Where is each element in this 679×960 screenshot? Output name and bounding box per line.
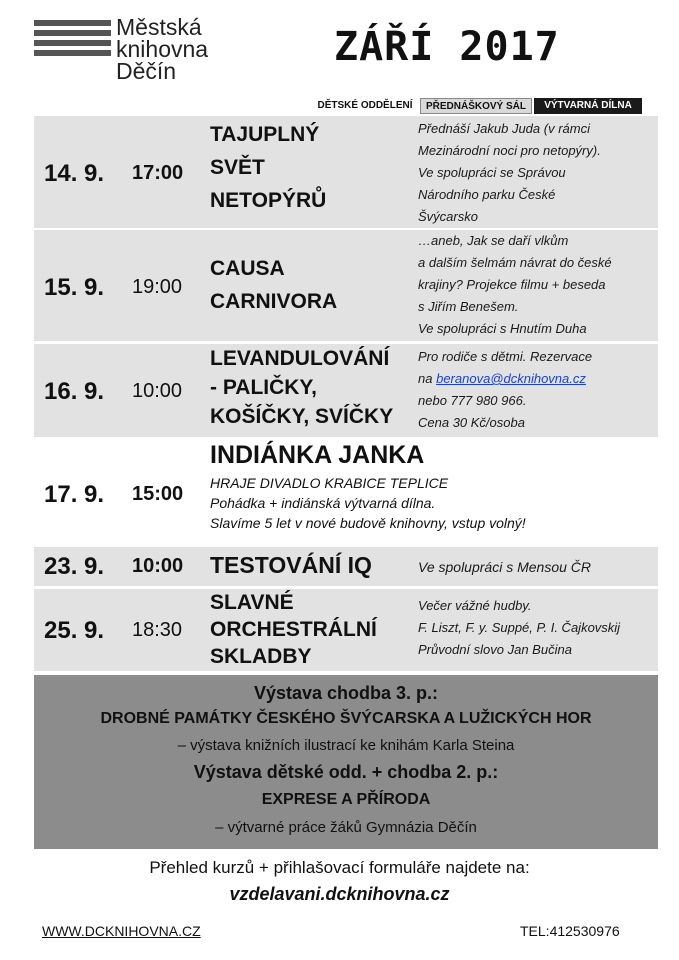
event-row — [34, 589, 658, 671]
event-time: 19:00 — [132, 276, 183, 298]
event-title-line: SKLADBY — [210, 645, 312, 668]
event-title-line: - PALIČKY, — [210, 376, 317, 399]
legend-lecture-hall: PŘEDNÁŠKOVÝ SÁL — [420, 98, 532, 114]
event-time: 15:00 — [132, 483, 184, 505]
exhibition-heading: Výstava chodba 3. p.: — [253, 683, 439, 703]
event-time: 18:30 — [132, 619, 183, 641]
event-title-line: KOŠÍČKY, SVÍČKY — [210, 405, 394, 428]
exhibitions-box — [34, 675, 658, 849]
event-time: 17:00 — [132, 162, 184, 184]
event-title: INDIÁNKA JANKA — [210, 441, 425, 469]
event-title-line: CARNIVORA — [210, 290, 338, 313]
event-note-line: F. Liszt, F. y. Suppé, P. I. Čajkovskij — [418, 620, 621, 635]
event-title — [210, 344, 393, 431]
event-note-line — [418, 368, 592, 390]
logo-stripe-icon — [34, 20, 111, 26]
logo-stripe-icon — [34, 30, 111, 36]
event-date: 25. 9. — [44, 617, 105, 644]
event-note-line: Ve spolupráci s Hnutím Duha — [418, 321, 587, 336]
event-title-line: TAJUPLNÝ — [210, 123, 320, 146]
event-note — [418, 346, 592, 434]
event-note-line: a dalším šelmám návrat do české — [418, 255, 612, 270]
courses-info: Přehled kurzů + přihlašovací formuláře najdete na: — [149, 858, 530, 877]
event-note — [418, 595, 620, 661]
event-subtitle-line: Pohádka + indiánská výtvarná dílna. — [210, 495, 436, 511]
event-note-line: Večer vážné hudby. — [418, 598, 532, 613]
exhibition-heading: Výstava dětské odd. + chodba 2. p.: — [193, 762, 499, 782]
event-row — [34, 439, 658, 545]
website-link[interactable]: WWW.DCKNIHOVNA.CZ — [42, 923, 201, 939]
event-title — [210, 118, 326, 217]
event-note-line: Národního parku České — [418, 187, 556, 202]
event-time: 10:00 — [132, 380, 183, 402]
phone-number: TEL:412530976 — [520, 923, 620, 939]
event-note-line: Průvodní slovo Jan Bučina — [418, 642, 572, 657]
exhibition-title: DROBNÉ PAMÁTKY ČESKÉHO ŠVÝCARSKA A LUŽICKÝCH HOR — [100, 710, 592, 727]
event-note — [418, 230, 612, 340]
event-title-line: NETOPÝRŮ — [210, 189, 327, 212]
event-row — [34, 547, 658, 586]
event-note-line: Mezinárodní noci pro netopýry). — [418, 143, 601, 158]
event-date: 15. 9. — [44, 274, 105, 301]
event-title-line: SLAVNÉ — [210, 591, 294, 614]
event-note-line: …aneb, Jak se daří vlkům — [418, 233, 569, 248]
logo-stripe-icon — [34, 40, 111, 46]
event-note-text: na — [418, 371, 433, 386]
event-note-line: Přednáší Jakub Juda (v rámci — [418, 121, 590, 136]
event-subtitle-line: HRAJE DIVADLO KRABICE TEPLICE — [210, 475, 449, 491]
courses-link[interactable]: vzdelavani.dcknihovna.cz — [229, 884, 450, 904]
logo-line: knihovna — [116, 36, 209, 62]
event-note-line: nebo 777 980 966. — [418, 393, 527, 408]
logo-line: Děčín — [116, 58, 177, 84]
event-title: TESTOVÁNÍ IQ — [210, 552, 372, 578]
event-title-line: LEVANDULOVÁNÍ — [210, 347, 390, 370]
email-link[interactable]: beranova@dcknihovna.cz — [436, 371, 586, 386]
event-note: Ve spolupráci s Mensou ČR — [418, 559, 592, 575]
event-row — [34, 116, 658, 228]
exhibition-description: – výstava knižních ilustrací ke knihám Karla Steina — [177, 737, 515, 754]
event-title — [210, 589, 377, 670]
legend-art-workshop: VÝTVARNÁ DÍLNA — [534, 98, 642, 114]
event-subtitle-line: Slavíme 5 let v nové budově knihovny, vstup volný! — [210, 515, 526, 531]
event-note-line: Cena 30 Kč/osoba — [418, 415, 525, 430]
event-title — [210, 252, 337, 318]
event-note-line: Pro rodiče s dětmi. Rezervace — [418, 349, 593, 364]
event-date: 17. 9. — [44, 481, 105, 508]
event-row — [34, 230, 658, 341]
exhibition-title: EXPRESE A PŘÍRODA — [261, 791, 431, 808]
logo-line: Městská — [116, 14, 202, 40]
logo-text — [116, 16, 208, 82]
event-title-line: SVĚT — [210, 156, 265, 179]
event-note-line: krajiny? Projekce filmu + beseda — [418, 277, 606, 292]
legend-children-dept: DĚTSKÉ ODDĚLENÍ — [314, 98, 416, 114]
event-title-line: ORCHESTRÁLNÍ — [210, 618, 377, 641]
event-note — [418, 118, 601, 228]
event-time: 10:00 — [132, 555, 184, 577]
event-date: 23. 9. — [44, 553, 105, 580]
event-date: 16. 9. — [44, 378, 105, 405]
event-note-line: Švýcarsko — [418, 209, 478, 224]
event-date: 14. 9. — [44, 160, 105, 187]
event-note-line: s Jiřím Benešem. — [418, 299, 519, 314]
event-title-line: CAUSA — [210, 257, 285, 280]
event-row — [34, 344, 658, 437]
logo-stripe-icon — [34, 50, 111, 56]
exhibition-description: – výtvarné práce žáků Gymnázia Děčín — [215, 819, 477, 836]
event-note-line: Ve spolupráci se Správou — [418, 165, 566, 180]
event-subtitle — [210, 473, 526, 533]
page-title: ZÁŘÍ 2017 — [334, 24, 560, 70]
